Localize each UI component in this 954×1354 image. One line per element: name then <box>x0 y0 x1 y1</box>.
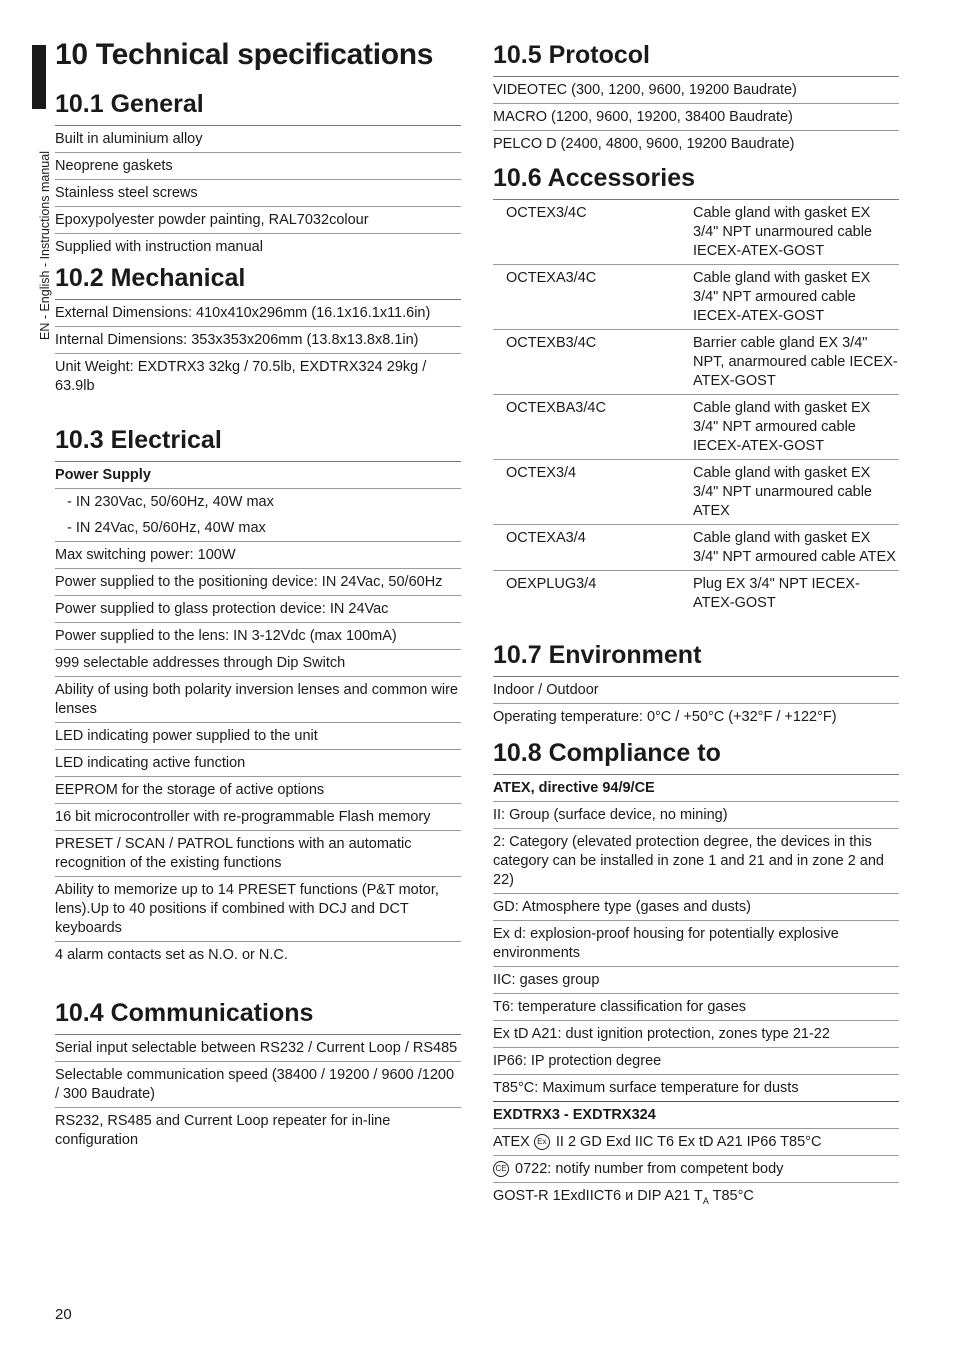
notify-text: 0722: notify number from competent body <box>515 1161 784 1177</box>
list-item: Selectable communication speed (38400 / 19200 / 9600 /1200 / 300 Baudrate) <box>55 1062 461 1108</box>
list-item: External Dimensions: 410x410x296mm (16.1x16.1x11.6in) <box>55 300 461 327</box>
table-row <box>493 525 899 571</box>
section-title: 10.2 Mechanical <box>55 264 461 300</box>
environment-list <box>493 677 899 730</box>
table-row <box>493 200 899 265</box>
gost-suffix: T85°C <box>708 1188 754 1204</box>
list-item: Operating temperature: 0°C / +50°C (+32°F / +122°F) <box>493 709 837 725</box>
list-item: Epoxypolyester powder painting, RAL7032colour <box>55 207 461 234</box>
list-item: Internal Dimensions: 353x353x206mm (13.8x13.8x8.1in) <box>55 327 461 354</box>
accessory-code: OCTEXB3/4C <box>506 335 597 351</box>
side-label: EN - English - Instructions manual <box>38 151 52 340</box>
list-item: Power supplied to the lens: IN 3-12Vdc (max 100mA) <box>55 623 461 650</box>
gost-prefix: GOST-R 1ExdIICT6 и DIP A21 T <box>493 1188 703 1204</box>
section-electrical <box>55 426 461 968</box>
section-title: 10.3 Electrical <box>55 426 461 462</box>
protocol-list <box>493 77 899 157</box>
list-item: VIDEOTEC (300, 1200, 9600, 19200 Baudrate) <box>493 77 899 104</box>
accessory-code: OCTEXA3/4C <box>506 270 597 286</box>
section-mechanical <box>55 264 461 399</box>
accessory-description: Cable gland with gasket EX 3/4" NPT armoured cable ATEX <box>693 530 896 565</box>
list-item: Serial input selectable between RS232 / Current Loop / RS485 <box>55 1035 461 1062</box>
chapter-title: 10 Technical specifications <box>55 38 434 71</box>
section-title: 10.4 Communications <box>55 999 461 1035</box>
list-item: T6: temperature classification for gases <box>493 994 899 1021</box>
list-item: Built in aluminium alloy <box>55 126 461 153</box>
list-item: Power supplied to glass protection device: IN 24Vac <box>55 596 461 623</box>
section-title: 10.5 Protocol <box>493 41 899 77</box>
table-row <box>493 571 899 616</box>
list-item: 999 selectable addresses through Dip Switch <box>55 650 461 677</box>
section-environment <box>493 641 899 730</box>
list-item: - IN 24Vac, 50/60Hz, 40W max <box>55 515 461 542</box>
list-item: - IN 230Vac, 50/60Hz, 40W max <box>67 494 274 510</box>
list-item: 16 bit microcontroller with re-programmable Flash memory <box>55 804 461 831</box>
gost-row <box>493 1183 899 1214</box>
power-supply-list <box>55 489 461 542</box>
list-item: Power supplied to the positioning device: IN 24Vac, 50/60Hz <box>55 569 461 596</box>
accessory-code: OCTEX3/4 <box>506 465 577 481</box>
accessory-description: Cable gland with gasket EX 3/4" NPT armoured cable IECEX-ATEX-GOST <box>693 270 871 324</box>
page-number: 20 <box>55 1306 72 1323</box>
section-communications <box>55 999 461 1153</box>
list-item: 4 alarm contacts set as N.O. or N.C. <box>55 947 288 963</box>
accessory-description: Cable gland with gasket EX 3/4" NPT unarmoured cable IECEX-ATEX-GOST <box>693 205 872 259</box>
list-item: IP66: IP protection degree <box>493 1048 899 1075</box>
communications-list <box>55 1035 461 1153</box>
section-general <box>55 90 461 260</box>
accessory-description: Barrier cable gland EX 3/4" NPT, anarmoured cable IECEX-ATEX-GOST <box>693 335 898 389</box>
general-list <box>55 126 461 260</box>
list-item: Neoprene gaskets <box>55 153 461 180</box>
list-item: Ex tD A21: dust ignition protection, zones type 21-22 <box>493 1021 899 1048</box>
list-item: Unit Weight: EXDTRX3 32kg / 70.5lb, EXDTRX324 29kg / 63.9lb <box>55 359 427 394</box>
electrical-list <box>55 542 461 968</box>
section-title: 10.8 Compliance to <box>493 739 899 775</box>
marking-suffix: II 2 GD Exd IIC T6 Ex tD A21 IP66 T85°C <box>555 1134 822 1150</box>
list-item: T85°C: Maximum surface temperature for dusts <box>493 1080 799 1096</box>
atex-list <box>493 802 899 1101</box>
accessory-description: Plug EX 3/4" NPT IECEX-ATEX-GOST <box>693 576 860 611</box>
mechanical-list <box>55 300 461 399</box>
list-item: PRESET / SCAN / PATROL functions with an automatic recognition of the existing functions <box>55 831 461 877</box>
section-title: 10.6 Accessories <box>493 164 899 200</box>
list-item: EEPROM for the storage of active options <box>55 777 461 804</box>
gost-subscript: A <box>702 1196 709 1206</box>
list-item: Ability to memorize up to 14 PRESET functions (P&T motor, lens).Up to 40 positions if combined with DCJ and DCT keyboards <box>55 877 461 942</box>
chapter-marker-bar <box>32 45 46 109</box>
list-item: LED indicating active function <box>55 750 461 777</box>
notify-row <box>493 1156 899 1183</box>
table-row <box>493 460 899 525</box>
list-item: Max switching power: 100W <box>55 542 461 569</box>
list-item: PELCO D (2400, 4800, 9600, 19200 Baudrate) <box>493 136 795 152</box>
table-row <box>493 330 899 395</box>
list-item: Stainless steel screws <box>55 180 461 207</box>
list-item: IIC: gases group <box>493 967 899 994</box>
list-item: MACRO (1200, 9600, 19200, 38400 Baudrate) <box>493 104 899 131</box>
model-label: EXDTRX3 - EXDTRX324 <box>493 1101 899 1129</box>
table-row <box>493 395 899 460</box>
list-item: Ability of using both polarity inversion lenses and common wire lenses <box>55 677 461 723</box>
ce-mark-icon: CE <box>493 1161 509 1177</box>
atex-label: ATEX, directive 94/9/CE <box>493 775 899 802</box>
list-item: RS232, RS485 and Current Loop repeater for in-line configuration <box>55 1113 391 1148</box>
atex-marking <box>493 1129 899 1156</box>
section-protocol <box>493 41 899 157</box>
ex-symbol-icon: Ex <box>534 1134 550 1150</box>
accessory-code: OCTEX3/4C <box>506 205 587 221</box>
accessory-code: OEXPLUG3/4 <box>506 576 597 592</box>
list-item: Indoor / Outdoor <box>493 677 899 704</box>
list-item: LED indicating power supplied to the unit <box>55 723 461 750</box>
list-item: GD: Atmosphere type (gases and dusts) <box>493 894 899 921</box>
list-item: 2: Category (elevated protection degree, the devices in this category can be installed in zone 1 and 21 and in zone 2 and 22) <box>493 829 899 894</box>
accessory-description: Cable gland with gasket EX 3/4" NPT armoured cable IECEX-ATEX-GOST <box>693 400 871 454</box>
power-supply-label: Power Supply <box>55 462 461 489</box>
section-accessories <box>493 164 899 616</box>
list-item: Ex d: explosion-proof housing for potentially explosive environments <box>493 921 899 967</box>
accessories-table <box>493 200 899 616</box>
accessory-code: OCTEXA3/4 <box>506 530 586 546</box>
accessory-description: Cable gland with gasket EX 3/4" NPT unarmoured cable ATEX <box>693 465 872 519</box>
section-title: 10.7 Environment <box>493 641 899 677</box>
table-row <box>493 265 899 330</box>
section-title: 10.1 General <box>55 90 461 126</box>
accessory-code: OCTEXBA3/4C <box>506 400 606 416</box>
list-item: II: Group (surface device, no mining) <box>493 802 899 829</box>
section-compliance <box>493 739 899 1214</box>
marking-prefix: ATEX <box>493 1134 530 1150</box>
list-item: Supplied with instruction manual <box>55 239 263 255</box>
